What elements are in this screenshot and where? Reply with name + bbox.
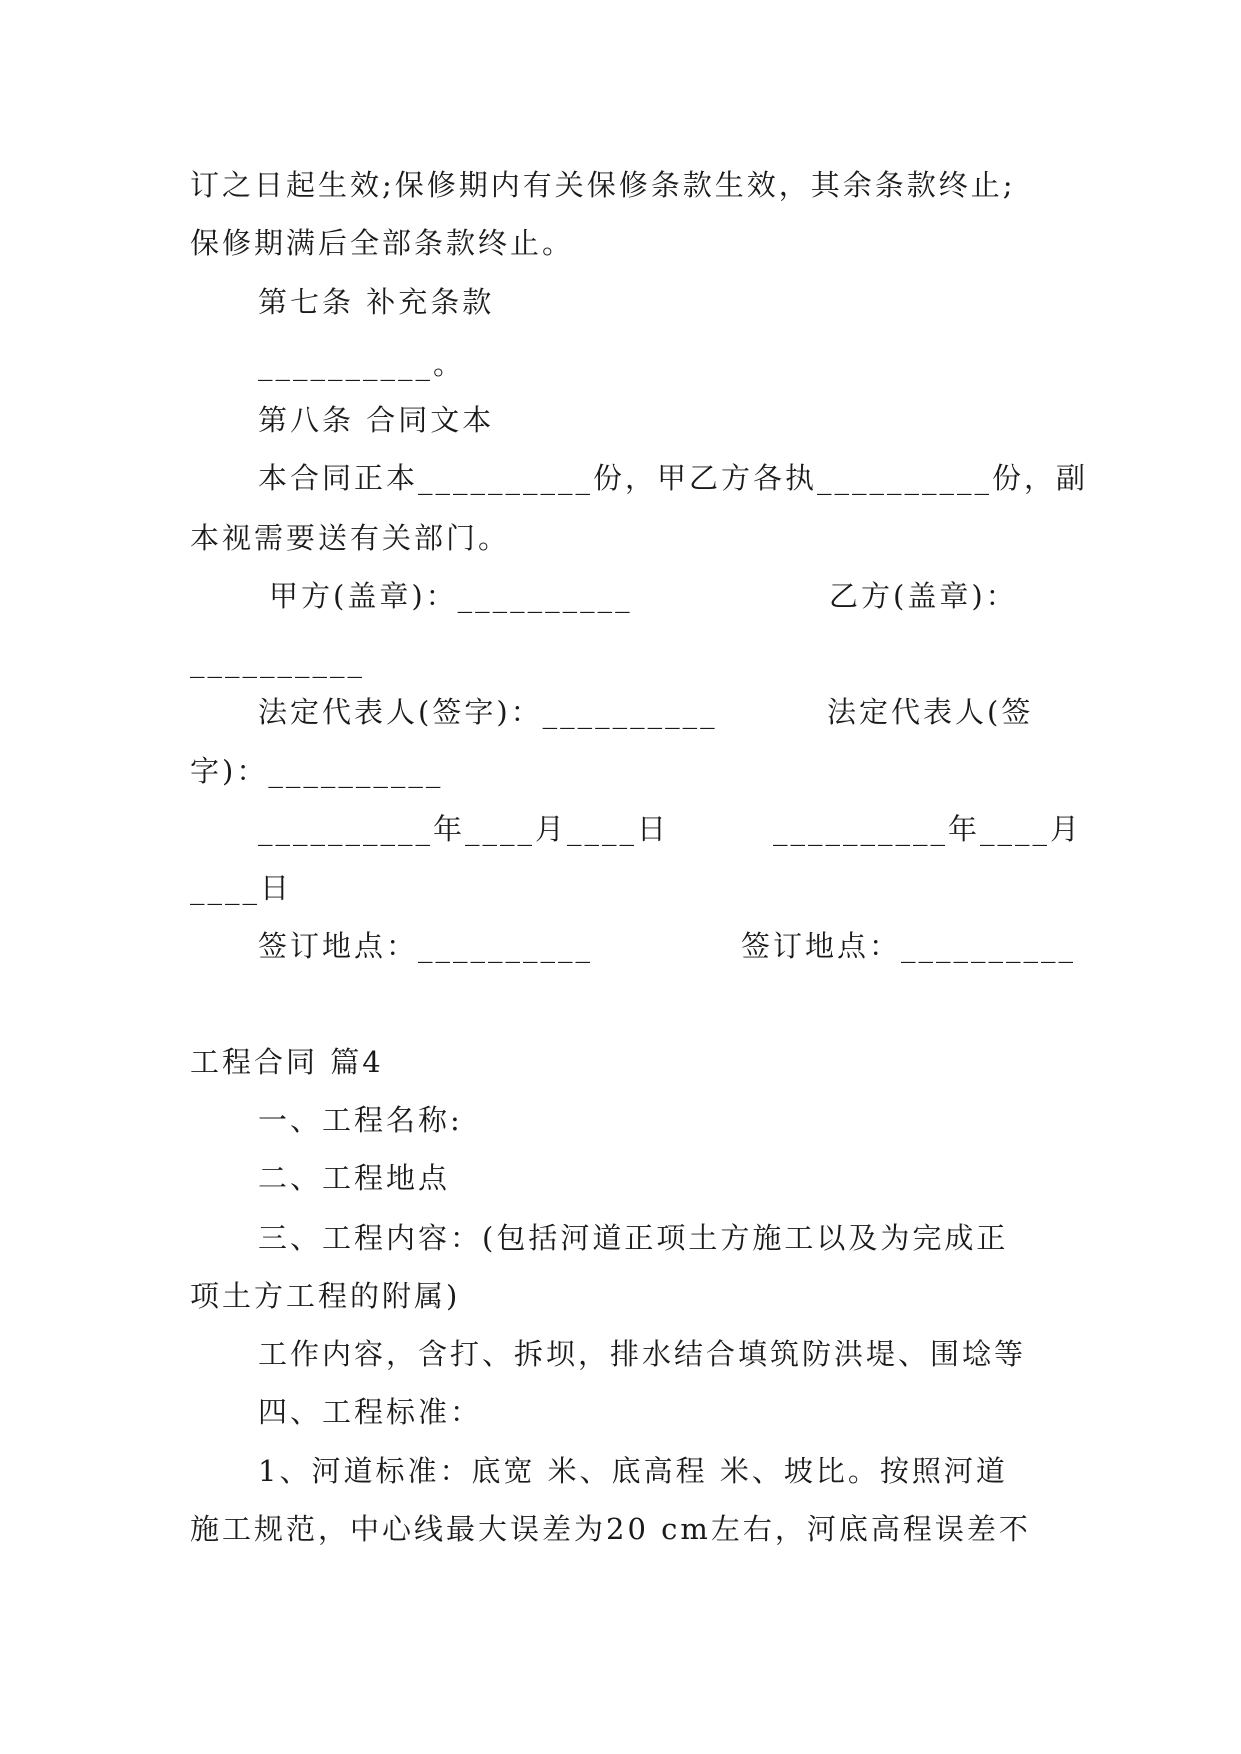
blank-field-line: __________ <box>190 644 365 678</box>
party-b-date-line: __________年____月 <box>773 812 1083 846</box>
party-b-date-continued: ____日 <box>190 871 293 905</box>
paragraph-line: 保修期满后全部条款终止。 <box>190 226 575 260</box>
party-b-representative-line: 法定代表人(签 <box>827 695 1034 729</box>
party-a-representative-line: 法定代表人(签字)：__________ <box>258 695 718 729</box>
paragraph-line: 施工规范，中心线最大误差为20 cm左右，河底高程误差不 <box>190 1512 1031 1546</box>
party-b-representative-continued: 字)：__________ <box>190 754 444 788</box>
list-item: 三、工程内容：(包括河道正项土方施工以及为完成正 <box>258 1221 1009 1255</box>
article-heading: 第七条 补充条款 <box>258 285 495 319</box>
section-title: 工程合同 篇4 <box>190 1045 384 1079</box>
paragraph-line: 项土方工程的附属) <box>190 1279 461 1313</box>
party-b-seal-line: 乙方(盖章)： <box>829 579 1018 613</box>
paragraph-line: 订之日起生效;保修期内有关保修条款生效，其余条款终止; <box>190 168 1016 202</box>
paragraph-line: 工作内容，含打、拆坝，排水结合填筑防洪堤、围埝等 <box>258 1337 1027 1371</box>
paragraph-line: 本合同正本__________份，甲乙方各执__________份，副 <box>258 461 1089 495</box>
article-heading: 第八条 合同文本 <box>258 403 495 437</box>
paragraph-line: 本视需要送有关部门。 <box>190 521 511 555</box>
list-item: 一、工程名称: <box>258 1103 463 1137</box>
paragraph-line: 1、河道标准：底宽 米、底高程 米、坡比。按照河道 <box>258 1454 1008 1488</box>
list-item: 二、工程地点 <box>258 1161 451 1195</box>
party-a-signing-place: 签订地点：__________ <box>258 929 594 963</box>
party-a-seal-line: 甲方(盖章)：__________ <box>269 579 633 613</box>
party-b-signing-place: 签订地点：__________ <box>741 929 1077 963</box>
list-item: 四、工程标准： <box>258 1395 483 1429</box>
blank-field-line: __________。 <box>258 347 466 381</box>
party-a-date-line: __________年____月____日 <box>258 812 670 846</box>
